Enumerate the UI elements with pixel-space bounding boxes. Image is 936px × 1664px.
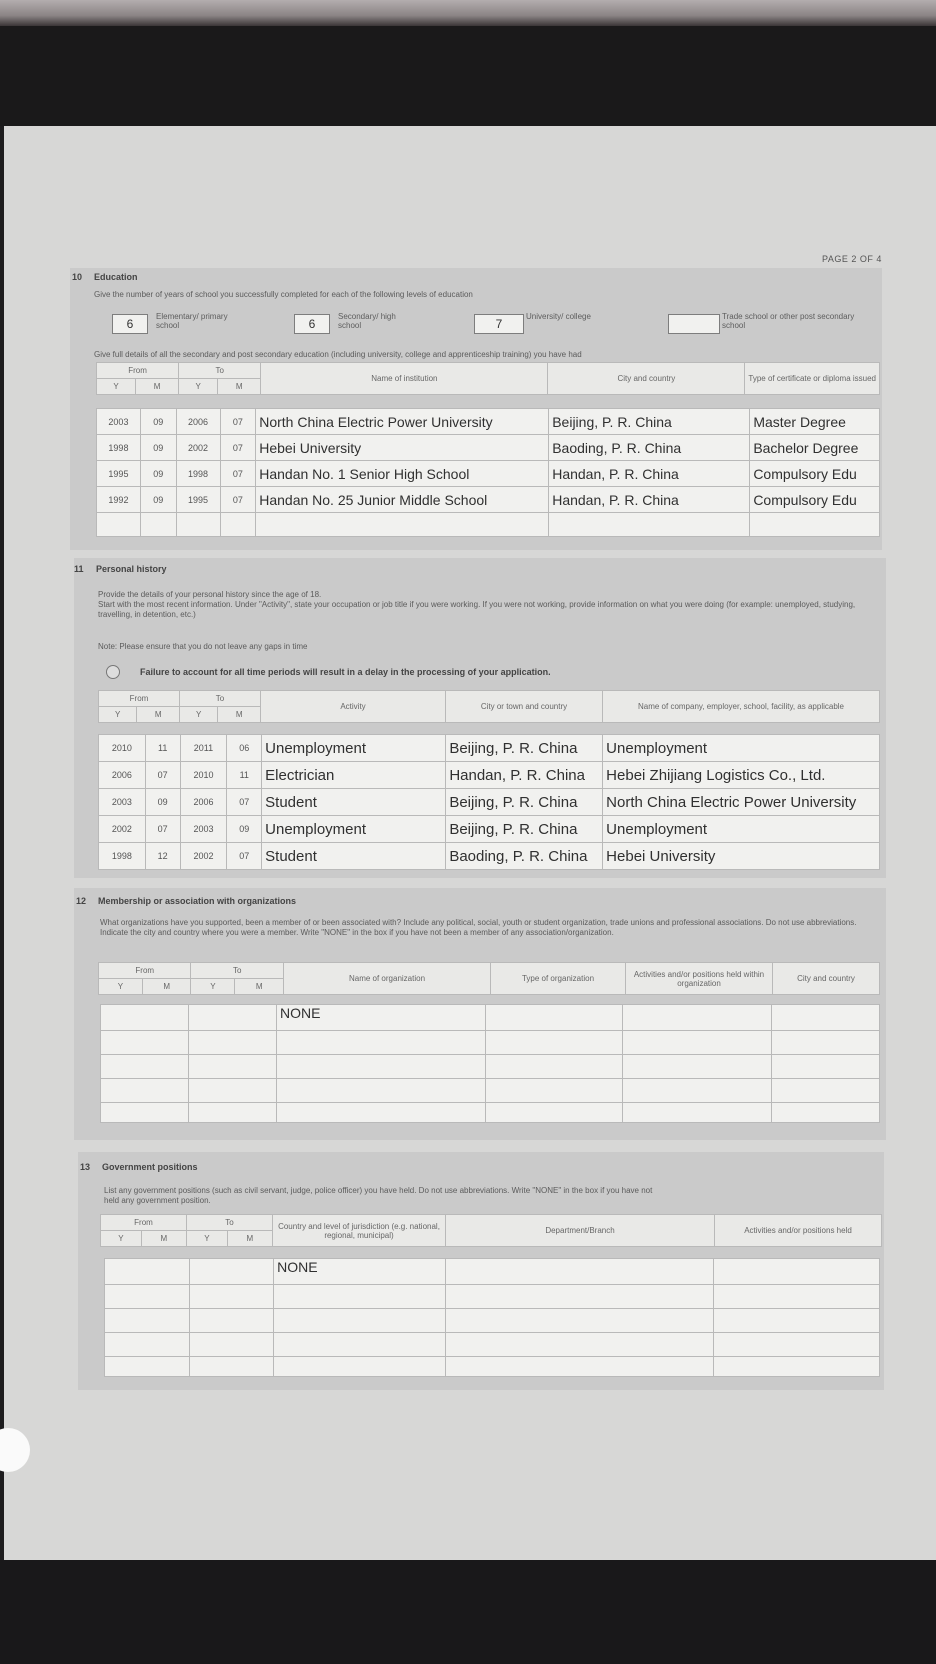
edu-to-month[interactable]: 07 (220, 461, 256, 487)
edu-to-year[interactable]: 1995 (176, 487, 220, 513)
empty-cell[interactable] (446, 1333, 714, 1357)
empty-cell[interactable] (446, 1309, 714, 1333)
table-row (105, 1357, 880, 1377)
empty-cell[interactable] (623, 1079, 772, 1103)
ph-from-month[interactable]: 11 (145, 735, 180, 762)
edu-city[interactable]: Baoding, P. R. China (549, 435, 750, 461)
empty-cell[interactable] (623, 1005, 772, 1031)
ph-city[interactable]: Beijing, P. R. China (446, 789, 603, 816)
edu-certificate[interactable]: Compulsory Edu (750, 461, 880, 487)
ph-to-year[interactable]: 2006 (180, 789, 227, 816)
ph-from-month[interactable]: 12 (145, 843, 180, 870)
empty-cell[interactable] (277, 1103, 486, 1123)
table-row (105, 1285, 880, 1309)
ph-to-month[interactable]: 07 (227, 789, 262, 816)
ph-hdr-fy: Y (99, 707, 137, 723)
gov-hdr-dept: Department/Branch (446, 1215, 715, 1247)
empty-cell[interactable] (220, 513, 256, 537)
empty-cell[interactable] (623, 1103, 772, 1123)
edu-from-month[interactable]: 09 (140, 487, 176, 513)
background-dark-bottom (0, 1560, 936, 1664)
ph-city[interactable]: Beijing, P. R. China (446, 816, 603, 843)
empty-cell[interactable] (277, 1079, 486, 1103)
edu-to-month[interactable]: 07 (220, 409, 256, 435)
empty-cell[interactable] (189, 1357, 274, 1377)
edu-from-month[interactable]: 09 (140, 435, 176, 461)
empty-cell[interactable] (105, 1285, 190, 1309)
gov-hdr-tm: M (227, 1231, 272, 1247)
years-secondary-label: Secondary/ high school (338, 312, 396, 330)
ph-hdr-activity: Activity (261, 691, 446, 723)
edu-institution[interactable]: North China Electric Power University (256, 409, 549, 435)
ph-activity[interactable]: Unemployment (262, 735, 446, 762)
ph-hdr-company: Name of company, employer, school, facility, as applicable (603, 691, 880, 723)
education-title: Education (94, 272, 138, 282)
ph-activity[interactable]: Student (262, 789, 446, 816)
ph-city[interactable]: Handan, P. R. China (446, 762, 603, 789)
edu-from-year[interactable]: 1995 (97, 461, 141, 487)
government-number: 13 (80, 1162, 91, 1172)
table-row (97, 513, 880, 537)
empty-cell[interactable] (277, 1055, 486, 1079)
empty-cell[interactable] (189, 1031, 277, 1055)
edu-city[interactable]: Handan, P. R. China (549, 461, 750, 487)
empty-cell[interactable] (446, 1285, 714, 1309)
years-trade-label: Trade school or other post secondary school (722, 312, 855, 330)
edu-hdr-city: City and country (548, 363, 745, 395)
years-secondary-box[interactable]: 6 (294, 314, 330, 334)
ph-to-year[interactable]: 2010 (180, 762, 227, 789)
ph-activity[interactable]: Student (262, 843, 446, 870)
membership-table (100, 1004, 880, 1123)
years-university-label: University/ college (526, 312, 591, 321)
warning-icon (106, 665, 120, 679)
empty-cell[interactable] (97, 513, 141, 537)
empty-cell[interactable] (713, 1357, 879, 1377)
edu-city[interactable]: Handan, P. R. China (549, 487, 750, 513)
edu-to-year[interactable]: 1998 (176, 461, 220, 487)
edu-to-month[interactable]: 07 (220, 487, 256, 513)
edu-to-year[interactable]: 2006 (176, 409, 220, 435)
education-table (96, 408, 880, 537)
ph-company[interactable]: Hebei University (603, 843, 880, 870)
empty-cell[interactable] (623, 1031, 772, 1055)
empty-cell[interactable] (105, 1333, 190, 1357)
background-strip (0, 0, 936, 26)
ph-hdr-ty: Y (179, 707, 217, 723)
empty-cell[interactable] (105, 1259, 190, 1285)
gov-hdr-fm: M (141, 1231, 186, 1247)
table-row (105, 1259, 880, 1285)
edu-from-year[interactable]: 2003 (97, 409, 141, 435)
ph-to-year[interactable]: 2011 (180, 735, 227, 762)
ph-from-month[interactable]: 09 (145, 789, 180, 816)
table-row (99, 735, 880, 762)
edu-from-month[interactable]: 09 (140, 461, 176, 487)
education-number: 10 (72, 272, 83, 282)
personal-note: Note: Please ensure that you do not leave any gaps in time (98, 642, 308, 651)
empty-cell[interactable] (771, 1031, 879, 1055)
membership-number: 12 (76, 896, 87, 906)
empty-cell[interactable] (486, 1031, 623, 1055)
table-row (99, 843, 880, 870)
table-row (99, 789, 880, 816)
ph-city[interactable]: Beijing, P. R. China (446, 735, 603, 762)
empty-cell[interactable] (771, 1103, 879, 1123)
empty-cell[interactable] (486, 1005, 623, 1031)
empty-cell[interactable] (256, 513, 549, 537)
gov-hdr-activities: Activities and/or positions held (715, 1215, 882, 1247)
edu-hdr-fy: Y (97, 379, 136, 395)
years-elementary-label: Elementary/ primary school (156, 312, 228, 330)
ph-from-month[interactable]: 07 (145, 762, 180, 789)
edu-hdr-cert: Type of certificate or diploma issued (745, 363, 880, 395)
edu-certificate[interactable]: Bachelor Degree (750, 435, 880, 461)
edu-institution[interactable]: Handan No. 1 Senior High School (256, 461, 549, 487)
empty-cell[interactable] (274, 1309, 446, 1333)
edu-hdr-tm: M (218, 379, 261, 395)
table-row (99, 762, 880, 789)
years-trade-box[interactable] (668, 314, 720, 334)
empty-cell[interactable] (274, 1357, 446, 1377)
ph-hdr-fm: M (137, 707, 180, 723)
empty-cell[interactable] (771, 1055, 879, 1079)
edu-city[interactable]: Beijing, P. R. China (549, 409, 750, 435)
empty-cell[interactable] (771, 1079, 879, 1103)
empty-cell[interactable] (189, 1309, 274, 1333)
ph-to-month[interactable]: 07 (227, 843, 262, 870)
edu-certificate[interactable]: Compulsory Edu (750, 487, 880, 513)
background-dark-top (0, 26, 936, 126)
mem-hdr-city: City and country (773, 963, 880, 995)
empty-cell[interactable] (189, 1055, 277, 1079)
ph-from-year[interactable]: 2002 (99, 816, 146, 843)
edu-to-month[interactable]: 07 (220, 435, 256, 461)
empty-cell[interactable] (486, 1055, 623, 1079)
mem-hdr-fy: Y (99, 979, 143, 995)
membership-instr: What organizations have you supported, been a member of or been associated with? Include any political, social, youth or student organization, trade unions and professional associations. Do not use abbreviations. Indicate the city and country where you were a member. Write "NONE" in the box if you have not been a member of any association/organization. (100, 918, 857, 937)
edu-institution[interactable]: Hebei University (256, 435, 549, 461)
government-title: Government positions (102, 1162, 198, 1172)
ph-activity[interactable]: Unemployment (262, 816, 446, 843)
edu-from-year[interactable]: 1992 (97, 487, 141, 513)
ph-company[interactable]: Hebei Zhijiang Logistics Co., Ltd. (603, 762, 880, 789)
empty-cell[interactable] (101, 1055, 189, 1079)
empty-cell[interactable] (446, 1357, 714, 1377)
gov-hdr-country: Country and level of jurisdiction (e.g. national, regional, municipal) (273, 1215, 446, 1247)
edu-hdr-to: To (179, 363, 261, 379)
empty-cell[interactable] (101, 1103, 189, 1123)
edu-hdr-from: From (97, 363, 179, 379)
table-row (97, 409, 880, 435)
ph-to-year[interactable]: 2003 (180, 816, 227, 843)
government-none[interactable]: NONE (274, 1259, 446, 1285)
table-row (101, 1055, 880, 1079)
personal-warning: Failure to account for all time periods will result in a delay in the processing of your application. (140, 667, 551, 677)
empty-cell[interactable] (274, 1333, 446, 1357)
empty-cell[interactable] (486, 1079, 623, 1103)
empty-cell[interactable] (101, 1031, 189, 1055)
empty-cell[interactable] (771, 1005, 879, 1031)
membership-title: Membership or association with organizations (98, 896, 297, 906)
empty-cell[interactable] (713, 1285, 879, 1309)
gov-hdr-ty: Y (186, 1231, 227, 1247)
ph-activity[interactable]: Electrician (262, 762, 446, 789)
table-row (101, 1103, 880, 1123)
empty-cell[interactable] (277, 1031, 486, 1055)
years-elementary-box[interactable]: 6 (112, 314, 148, 334)
mem-hdr-tm: M (235, 979, 284, 995)
table-row (97, 461, 880, 487)
personal-history-title: Personal history (96, 564, 167, 574)
empty-cell[interactable] (549, 513, 750, 537)
empty-cell[interactable] (713, 1309, 879, 1333)
empty-cell[interactable] (140, 513, 176, 537)
personal-table-header (98, 690, 880, 723)
membership-table-header (98, 962, 880, 995)
gov-hdr-from: From (101, 1215, 187, 1231)
empty-cell[interactable] (713, 1259, 879, 1285)
table-row (105, 1333, 880, 1357)
empty-cell[interactable] (713, 1333, 879, 1357)
years-university-box[interactable]: 7 (474, 314, 524, 334)
empty-cell[interactable] (101, 1005, 189, 1031)
personal-history-number: 11 (74, 564, 84, 574)
ph-company[interactable]: Unemployment (603, 735, 880, 762)
empty-cell[interactable] (189, 1103, 277, 1123)
edu-from-year[interactable]: 1998 (97, 435, 141, 461)
table-row (105, 1309, 880, 1333)
membership-none[interactable]: NONE (277, 1005, 486, 1031)
ph-from-year[interactable]: 2010 (99, 735, 146, 762)
ph-company[interactable]: North China Electric Power University (603, 789, 880, 816)
ph-hdr-city: City or town and country (446, 691, 603, 723)
mem-hdr-type: Type of organization (491, 963, 626, 995)
edu-certificate[interactable]: Master Degree (750, 409, 880, 435)
ph-hdr-from: From (99, 691, 180, 707)
ph-from-month[interactable]: 07 (145, 816, 180, 843)
education-table-header (96, 362, 880, 395)
ph-to-month[interactable]: 09 (227, 816, 262, 843)
ph-from-year[interactable]: 2003 (99, 789, 146, 816)
mem-hdr-from: From (99, 963, 191, 979)
table-row (101, 1005, 880, 1031)
empty-cell[interactable] (623, 1055, 772, 1079)
empty-cell[interactable] (189, 1079, 277, 1103)
gov-hdr-to: To (186, 1215, 272, 1231)
government-table (104, 1258, 880, 1377)
ph-to-year[interactable]: 2002 (180, 843, 227, 870)
table-row (101, 1031, 880, 1055)
empty-cell[interactable] (189, 1285, 274, 1309)
empty-cell[interactable] (189, 1259, 274, 1285)
table-row (97, 487, 880, 513)
empty-cell[interactable] (189, 1005, 277, 1031)
government-instr: List any government positions (such as civil servant, judge, police officer) you have held. Do not use abbreviations. Write "NONE" in the box if you have not held any government position. (104, 1186, 653, 1205)
education-intro: Give the number of years of school you successfully completed for each of the following levels of education (94, 290, 473, 299)
empty-cell[interactable] (101, 1079, 189, 1103)
empty-cell[interactable] (750, 513, 880, 537)
empty-cell[interactable] (446, 1259, 714, 1285)
mem-hdr-ty: Y (191, 979, 235, 995)
education-details-instr: Give full details of all the secondary and post secondary education (including university, college and apprenticeship training) you have had (94, 350, 582, 359)
ph-to-month[interactable]: 06 (227, 735, 262, 762)
edu-hdr-institution: Name of institution (261, 363, 548, 395)
table-row (99, 816, 880, 843)
ph-city[interactable]: Baoding, P. R. China (446, 843, 603, 870)
personal-instr-2: Start with the most recent information. Under "Activity", state your occupation or job title if you were working. If you were not working, provide information on what you were doing (for example: unemployed, studying, travelling, in detention, etc.) (98, 600, 856, 619)
edu-to-year[interactable]: 2002 (176, 435, 220, 461)
edu-hdr-fm: M (135, 379, 178, 395)
empty-cell[interactable] (105, 1309, 190, 1333)
mem-hdr-name: Name of organization (284, 963, 491, 995)
table-row (101, 1079, 880, 1103)
personal-history-table (98, 734, 880, 870)
ph-to-month[interactable]: 11 (227, 762, 262, 789)
empty-cell[interactable] (189, 1333, 274, 1357)
personal-instr-1: Provide the details of your personal history since the age of 18. (98, 590, 322, 599)
empty-cell[interactable] (176, 513, 220, 537)
table-row (97, 435, 880, 461)
page-label: PAGE 2 OF 4 (822, 254, 882, 264)
gov-hdr-fy: Y (101, 1231, 142, 1247)
government-table-header (100, 1214, 882, 1247)
mem-hdr-to: To (191, 963, 284, 979)
ph-company[interactable]: Unemployment (603, 816, 880, 843)
edu-hdr-ty: Y (179, 379, 218, 395)
ph-from-year[interactable]: 2006 (99, 762, 146, 789)
ph-hdr-to: To (179, 691, 260, 707)
ph-from-year[interactable]: 1998 (99, 843, 146, 870)
empty-cell[interactable] (274, 1285, 446, 1309)
empty-cell[interactable] (105, 1357, 190, 1377)
edu-institution[interactable]: Handan No. 25 Junior Middle School (256, 487, 549, 513)
mem-hdr-activities: Activities and/or positions held within organization (626, 963, 773, 995)
empty-cell[interactable] (486, 1103, 623, 1123)
mem-hdr-fm: M (142, 979, 191, 995)
ph-hdr-tm: M (218, 707, 261, 723)
edu-from-month[interactable]: 09 (140, 409, 176, 435)
